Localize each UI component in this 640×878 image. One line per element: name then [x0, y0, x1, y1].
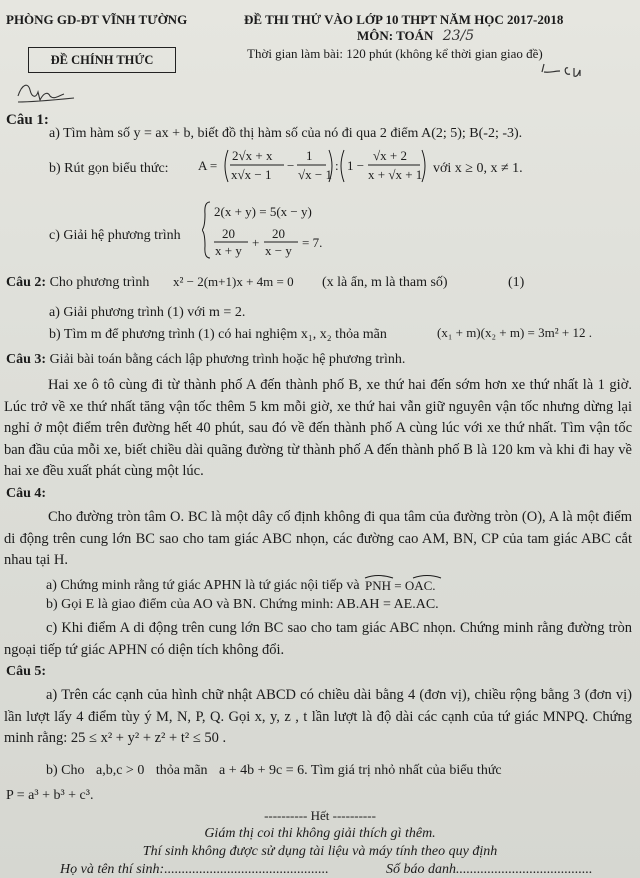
q1-part-c-prefix: c) Giải hệ phương trình: [49, 228, 181, 243]
exam-title: ĐỀ THI THỬ VÀO LỚP 10 THPT NĂM HỌC 2017-2018: [244, 12, 564, 27]
official-label: ĐỀ CHÍNH THỨC: [28, 47, 176, 73]
q4-title: Câu 4:: [6, 486, 47, 501]
time-note: Thời gian làm bài: 120 phút (không kể thời gian giao đề): [247, 46, 543, 61]
q1-simplify-formula: [198, 144, 428, 188]
q5-inequality: 25 ≤ x² + y² + z² + t² ≤ 50 .: [70, 730, 227, 746]
q4-part-c: c) Khi điểm A di động trên cung lớn BC sao cho tam giác ABC nhọn. Chứng minh rằng đường tròn ngoại tiếp tứ giác APHN có diện tích không đổi.: [4, 620, 632, 658]
svg-text:x² − 2(m+1)x + 4m = 0: x² − 2(m+1)x + 4m = 0: [173, 274, 294, 289]
q2-note: (x là ẩn, m là tham số): [322, 275, 448, 290]
svg-text:2√x + x: 2√x + x: [232, 148, 273, 163]
q4-body: Cho đường tròn tâm O. BC là một dây cố định không đi qua tâm của đường tròn (O), A là một điểm di động trên cung lớn BC sao cho tam giác ABC nhọn, các đường cao AM, BN, CP của tam giác ABC cắt nhau tại H.: [4, 509, 632, 568]
svg-text:PNH = OAC.: PNH = OAC.: [365, 578, 436, 593]
q2-condition-formula: [437, 320, 627, 344]
svg-text:20: 20: [272, 226, 285, 241]
svg-text:√x − 1: √x − 1: [298, 167, 332, 182]
svg-text:√x + 2: √x + 2: [373, 148, 407, 163]
svg-text:x − y: x − y: [265, 243, 292, 258]
svg-text:A =: A =: [198, 158, 218, 173]
footer-note-2: Thí sinh không được sử dụng tài liệu và máy tính theo quy định: [142, 844, 498, 859]
end-marker: ---------- Hết ----------: [264, 808, 376, 823]
q5-title: Câu 5:: [6, 664, 47, 679]
q5-part-a: a) Trên các cạnh của hình chữ nhật ABCD có chiều dài bằng 4 (đơn vị), chiều rộng bằng 3 (đơn vị) lần lượt lấy 4 điểm tùy ý M, N, P, Q. Gọi x, y, z , t lần lượt là độ dài các cạnh của tứ giác MNPQ. Chứng minh rằng: 25 ≤ x² + y² + z² + t² ≤ 50 .: [4, 687, 632, 746]
q4-part-a: a) Chứng minh rằng tứ giác APHN là tứ giác nội tiếp và PNH = OAC.: [46, 574, 467, 594]
svg-text:20: 20: [222, 226, 235, 241]
footer-note-1: Giám thị coi thi không giải thích gì thêm.: [204, 826, 436, 841]
svg-text:2(x + y) = 5(x − y): 2(x + y) = 5(x − y): [214, 204, 312, 219]
handwritten-date: 23/5: [442, 28, 475, 44]
q1-title: Câu 1:: [6, 112, 49, 128]
q1-part-b-condition: với x ≥ 0, x ≠ 1.: [433, 161, 523, 176]
svg-text::: :: [335, 158, 339, 173]
q4-part-b: b) Gọi E là giao điểm của AO và BN. Chứng minh: AB.AH = AE.AC.: [46, 597, 439, 612]
candidate-id-label: Số báo danh.......................................: [386, 862, 593, 877]
q3-body: Hai xe ô tô cùng đi từ thành phố A đến thành phố B, xe thứ hai đến sớm hơn xe thứ nhất là 1 giờ. Lúc trở về xe thứ nhất tăng vận tốc thêm 5 km mỗi giờ, xe thứ hai vẫn giữ nguyên vận tốc nhưng dừng lại nghỉ ở một điểm trên đường hết 40 phút, sau đó về đến thành phố A cùng lúc với xe thứ nhất. Tìm vận tốc ban đầu của mỗi xe, biết chiều dài quãng đường từ thành phố A đến thành phố B là 120 km và khi đi hay về hai xe đều xuất phát cùng một lúc.: [4, 377, 632, 479]
svg-text:= 7.: = 7.: [302, 235, 323, 250]
handwritten-mark: [540, 62, 600, 80]
svg-text:1 −: 1 −: [347, 158, 365, 173]
q5-expression: P = a³ + b³ + c³.: [6, 788, 94, 803]
q2-intro: Câu 2: Cho phương trình: [6, 275, 150, 290]
handwritten-signature: [14, 80, 84, 106]
q1-part-a: a) Tìm hàm số y = ax + b, biết đồ thị hàm số của nó đi qua 2 điểm A(2; 5); B(-2; -3).: [49, 126, 523, 141]
q1-system-formula: [202, 200, 342, 260]
q2-part-a: a) Giải phương trình (1) với m = 2.: [49, 305, 246, 320]
q2-eq-number: (1): [508, 275, 525, 290]
svg-text:x + y: x + y: [215, 243, 242, 258]
department-name: PHÒNG GD-ĐT VĨNH TƯỜNG: [6, 12, 188, 27]
q2-equation: [173, 270, 323, 292]
q3-intro: Câu 3: Giải bài toán bằng cách lập phương trình hoặc hệ phương trình.: [6, 352, 406, 367]
svg-text:−: −: [287, 158, 295, 173]
svg-text:1: 1: [306, 148, 313, 163]
subject-title: MÔN: TOÁN 23/5: [357, 28, 475, 44]
svg-text:x√x − 1: x√x − 1: [231, 167, 272, 182]
q5-part-b: b) Cho a,b,c > 0 thỏa mãn a + 4b + 9c = 6. Tìm giá trị nhỏ nhất của biểu thức: [46, 763, 502, 778]
q1-part-b-prefix: b) Rút gọn biểu thức:: [49, 161, 169, 176]
svg-text:x + √x + 1: x + √x + 1: [368, 167, 423, 182]
svg-text:+: +: [252, 235, 260, 250]
q2-part-b: b) Tìm m để phương trình (1) có hai nghiệm x₁, x₂ thỏa mãn: [49, 327, 387, 342]
svg-text:(x₁ + m)(x₂ + m) = 3m² + 12 .: (x₁ + m)(x₂ + m) = 3m² + 12 .: [437, 325, 592, 340]
candidate-name-label: Họ và tên thí sinh:...............................................: [60, 862, 329, 877]
q4-angle-formula: [363, 574, 467, 594]
